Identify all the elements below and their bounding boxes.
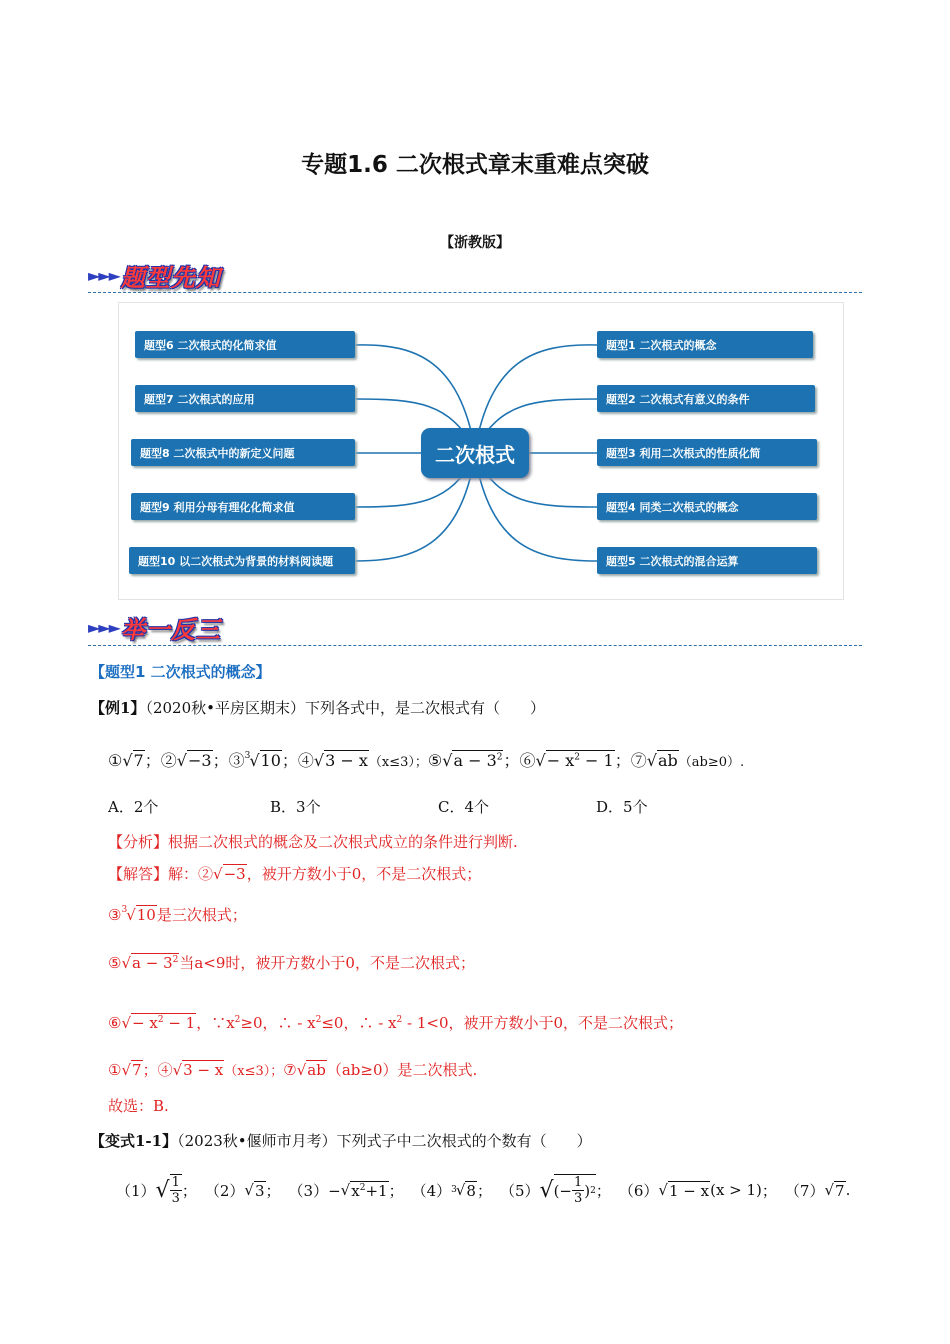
variant-1-1-stem	[90, 1131, 592, 1151]
separator: ；	[595, 1181, 611, 1200]
separator: ；	[388, 1181, 404, 1200]
solution-line-1: 【解答】解：②√−3，被开方数小于0，不是二次根式；	[108, 865, 482, 883]
mindmap-node-type9: 题型9 利用分母有理化化简求值	[131, 493, 355, 520]
radical-7: 7	[132, 1061, 142, 1079]
radicand: − x	[546, 751, 575, 770]
example-1-stem	[90, 698, 545, 718]
item-number: （7）	[784, 1181, 825, 1200]
radical-neg-xsq-minus-1	[131, 1013, 196, 1032]
edition-label: 【浙教版】	[440, 235, 510, 251]
triple-arrow-icon: ►►►	[88, 265, 119, 285]
mindmap-node-type2: 题型2 二次根式有意义的条件	[597, 385, 815, 412]
radicand: − x	[132, 1014, 158, 1032]
radical-1-minus-x: 1 − x	[668, 1181, 710, 1200]
denominator: 3	[573, 1191, 583, 1206]
item-number: ③	[228, 751, 245, 770]
item-number: （4）	[411, 1181, 452, 1200]
item-number: ⑤	[427, 751, 443, 770]
variant-label: 【变式1-1】	[90, 1132, 178, 1150]
separator: ；	[761, 1181, 777, 1200]
divider	[88, 292, 862, 293]
cube-root-10: 10	[136, 906, 156, 924]
solution-text: - 1<0，被开方数小于0，不是二次根式；	[402, 1014, 684, 1032]
radicand: − 1	[579, 751, 614, 770]
mindmap-node-type8: 题型8 二次根式中的新定义问题	[131, 439, 355, 466]
item-number: ⑦	[630, 751, 647, 770]
solution-line-5: ①√7；④√3 − x（x≤3）；⑦√ab（ab≥0）是二次根式.	[108, 1061, 478, 1079]
radical-xsq-plus-1	[350, 1181, 388, 1200]
radical-neg3: −3	[187, 751, 212, 770]
item-number: ④	[157, 1061, 173, 1079]
exponent: 2	[172, 955, 179, 965]
solution-text: 当a<9时，被开方数小于0，不是二次根式；	[179, 954, 475, 972]
variant-text: （2023秋•偃师市月考）下列式子中二次根式的个数有（ ）	[177, 1132, 592, 1150]
cube-root-8: 8	[466, 1181, 476, 1200]
mindmap-node-type7: 题型7 二次根式的应用	[135, 385, 355, 412]
radical-ab: ab	[657, 751, 678, 770]
radicand: +1	[365, 1181, 388, 1200]
radical-3-minus-x: 3 − x	[325, 751, 368, 770]
exponent: 2	[359, 1182, 366, 1193]
radical-7: 7	[133, 751, 144, 770]
item-number: （6）	[618, 1181, 659, 1200]
item-number: ①	[108, 751, 123, 770]
banner-question-types	[88, 258, 221, 292]
radical-neg3: −3	[223, 865, 246, 883]
radicand: a − 3	[132, 954, 173, 972]
banner-text: 题型先知	[120, 263, 221, 292]
section-heading-type1: 【题型1 二次根式的概念】	[90, 663, 271, 681]
solution-text: （ab≥0）是二次根式.	[326, 1061, 478, 1079]
radical-7: 7	[835, 1181, 845, 1200]
solution-text: ，∵x	[196, 1014, 235, 1032]
exponent: 2	[315, 1015, 322, 1025]
mindmap-node-type10: 题型10 以二次根式为背景的材料阅读题	[129, 547, 355, 574]
item-number: ②	[160, 751, 177, 770]
radical-ab: ab	[307, 1061, 326, 1079]
mindmap-node-type3: 题型3 利用二次根式的性质化简	[597, 439, 817, 466]
exponent: 2	[590, 1185, 596, 1196]
option-d: D．5个	[596, 798, 648, 816]
exponent: 2	[396, 1015, 403, 1025]
paren-close: )	[584, 1181, 591, 1200]
condition: （x≤3）；	[224, 1064, 284, 1079]
triple-arrow-icon: ►►►	[88, 617, 119, 637]
mindmap-node-type1: 题型1 二次根式的概念	[597, 331, 813, 358]
exponent: 2	[496, 752, 503, 763]
analysis: 【分析】根据二次根式的概念及二次根式成立的条件进行判断.	[108, 833, 518, 851]
condition: （x≤3）；	[368, 755, 428, 770]
separator: ；	[144, 751, 161, 770]
numerator: 1	[573, 1175, 583, 1190]
item-number: （3）−	[288, 1181, 341, 1200]
item-number: ②	[198, 865, 214, 883]
item-number: ⑦	[283, 1061, 297, 1079]
separator: ；	[181, 1181, 197, 1200]
separator: ；	[142, 1061, 158, 1079]
item-number: ③	[108, 906, 122, 924]
separator: ；	[281, 751, 298, 770]
condition: (x > 1)	[710, 1181, 762, 1199]
item-number: （1）	[116, 1181, 156, 1200]
radicand: − 1	[163, 1014, 196, 1032]
separator: .	[845, 1181, 851, 1199]
option-c: C．4个	[438, 798, 490, 816]
item-number: ⑤	[108, 954, 122, 972]
example-1-expressions: ①√7；②√−3；③$^3$√10；④√3 − x（x≤3）；⑤√a − $3^2$；⑥√− $x^2 - 1$；⑦√ab（ab≥0）.	[108, 751, 745, 770]
solution-line-4: ⑥√− $x^2 - 1$，$\because x^2\ge 0$，∴ - $x^2\le 0$，∴ - $x^2 - 1<0$，被开方数小于0，不是二次根式；	[108, 1014, 684, 1032]
final-choice: 故选：B.	[108, 1097, 169, 1115]
item-number: ⑥	[519, 751, 536, 770]
banner-text: 举一反三	[120, 615, 221, 644]
cube-root-10: 10	[260, 751, 281, 770]
solution-text: ≥0，∴ - x	[240, 1014, 316, 1032]
option-a: A．2个	[108, 798, 159, 816]
item-number: ①	[108, 1061, 122, 1079]
root-index: 3	[121, 905, 128, 915]
radical-a-minus-3sq	[452, 750, 503, 770]
banner-practice	[88, 610, 221, 644]
solution-text: ，被开方数小于0，不是二次根式；	[246, 865, 482, 883]
variant-1-1-expressions: （1） √ $\frac{1}{3}$ ； （2） √ 3 ； （3）− √ $x^2+1$ ； （4） 3 √ 8 ； （5） √ (− $\frac{1}{3}$ ) 2 ； （6） √ 1 − x (x > 1) ； （7） √ 7 .	[116, 1175, 851, 1206]
item-number: ⑥	[108, 1014, 122, 1032]
condition: （ab≥0）.	[678, 755, 745, 770]
root-index: 3	[244, 751, 251, 761]
example-label: 【例1】	[90, 699, 146, 717]
solution-line-2: ③$^3$√10是三次根式；	[108, 905, 247, 924]
numerator: 1	[171, 1175, 180, 1190]
mindmap-node-type6: 题型6 二次根式的化简求值	[135, 331, 355, 358]
doc-title: 专题1.6 二次根式章末重难点突破	[301, 152, 649, 178]
mind-map	[118, 302, 844, 600]
item-number: （2）	[204, 1181, 245, 1200]
radicand: x	[351, 1181, 360, 1200]
item-number: ④	[297, 751, 314, 770]
separator: ；	[265, 1181, 281, 1200]
answer-label: 【解答】解：	[108, 865, 199, 883]
mindmap-node-type5: 题型5 二次根式的混合运算	[597, 547, 817, 574]
separator: ；	[503, 751, 520, 770]
solution-text: ≤0，∴ - x	[321, 1014, 397, 1032]
option-b: B．3个	[270, 798, 321, 816]
root-index: 3	[451, 1185, 457, 1195]
radical-3-minus-x: 3 − x	[183, 1061, 224, 1079]
example-text: （2020秋•平房区期末）下列各式中，是二次根式有（ ）	[145, 699, 545, 717]
solution-line-3: ⑤√a − $3^2$当a<9时，被开方数小于0，不是二次根式；	[108, 954, 475, 972]
radical-neg-third-squared	[554, 1174, 596, 1206]
fraction-one-third	[572, 1175, 584, 1206]
radicand: a − 3	[453, 751, 497, 770]
exponent: 2	[234, 1015, 241, 1025]
denominator: 3	[171, 1191, 180, 1206]
radical-neg-xsq-minus-1	[546, 750, 615, 770]
divider	[88, 645, 862, 646]
radical-3: 3	[254, 1181, 265, 1200]
fraction-one-third	[170, 1174, 182, 1206]
exponent: 2	[157, 1015, 164, 1025]
exponent: 2	[574, 752, 580, 763]
separator: ；	[476, 1181, 492, 1200]
item-number: （5）	[499, 1181, 540, 1200]
separator: ；	[614, 751, 631, 770]
paren-open: (−	[553, 1181, 572, 1200]
separator: ；	[212, 751, 229, 770]
radical-a-minus-3sq	[131, 953, 179, 972]
solution-text: 是三次根式；	[156, 906, 247, 924]
mindmap-node-type4: 题型4 同类二次根式的概念	[597, 493, 817, 520]
mindmap-center-node: 二次根式	[421, 428, 529, 478]
